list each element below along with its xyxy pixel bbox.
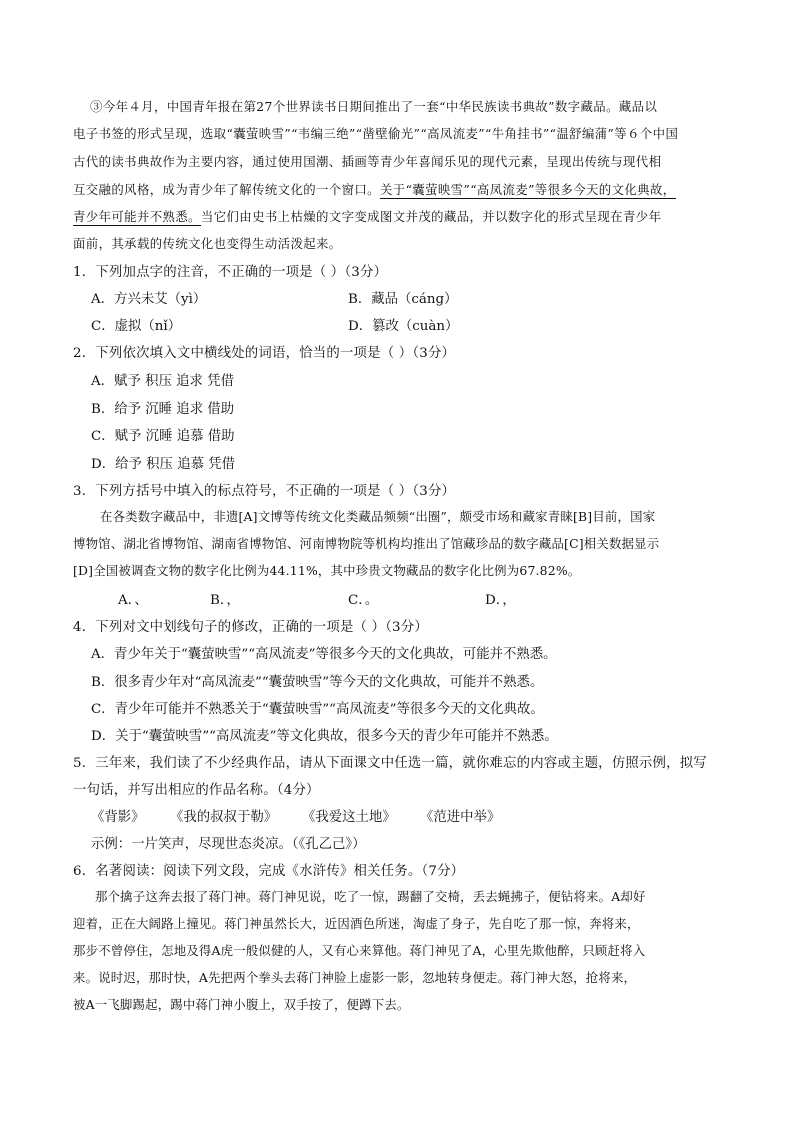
work-title: 《背影》 — [91, 810, 145, 825]
question-6-text-line: 来。说时迟，那时快，A先把两个拳头去蒋门神脸上虚影一影，忽地转身便走。蒋门神大怒，抢将来， — [73, 970, 637, 985]
passage-text: 互交融的风格，成为青少年了解传统文化的一个窗口。 — [73, 182, 380, 197]
passage-line: 古代的读书典故作为主要内容，通过使用国潮、插画等青少年喜闻乐见的现代元素，呈现出传统与现代相 — [73, 154, 662, 169]
work-title: 《范进中举》 — [420, 810, 501, 825]
option-c: C．虚拟（nǐ） — [91, 319, 182, 334]
passage-line — [73, 207, 661, 225]
question-3-text-line: 博物馆、湖北省博物馆、湖南省博物馆、河南博物院等机构均推出了馆藏珍品的数字藏品[C]相关数据显示 — [73, 536, 660, 551]
option-a: A．、 — [118, 593, 148, 608]
option-a: A．青少年关于“囊萤映雪”“高凤流麦”等很多今天的文化典故，可能并不熟悉。 — [91, 647, 557, 662]
option-b: B．给予 沉睡 追求 借助 — [91, 402, 235, 417]
passage-line: 面前，其承载的传统文化也变得生动活泼起来。 — [73, 236, 342, 251]
passage-line: 电子书签的形式呈现，选取“囊萤映雪”“韦编三绝”“凿壁偷光”“高凤流麦”“牛角挂书”“温舒编蒲”等６个中国 — [73, 126, 679, 141]
question-5-stem: 一句话，并写出相应的作品名称。（4分） — [73, 783, 320, 798]
question-2-stem: 2．下列依次填入文中横线处的词语，恰当的一项是（ ）（3分） — [73, 346, 456, 361]
question-4-stem: 4．下列对文中划线句子的修改，正确的一项是（ ）（3分） — [73, 620, 428, 635]
question-5-stem: 5．三年来，我们读了不少经典作品，请从下面课文中任选一篇，就你难忘的内容或主题，仿照示例，拟写 — [73, 756, 707, 771]
option-c: C．。 — [348, 593, 379, 608]
question-6-text-line: 被A一飞脚踢起，踢中蒋门神小腹上，双手按了，便蹲下去。 — [73, 997, 410, 1012]
question-3-text-line: [D]全国被调查文物的数字化比例为44.11%，其中珍贵文物藏品的数字化比例为67.82%。 — [73, 563, 581, 578]
option-d: D．， — [485, 593, 516, 608]
question-6-text-line: 那步不曾停住，怎地及得A虎一般似健的人，又有心来算他。蒋门神见了A，心里先欺他醉，只顾赶将入 — [73, 943, 646, 958]
passage-text: 当它们由史书上枯燥的文字变成图文并茂的藏品，并以数字化的形式呈现在青少年 — [200, 209, 662, 224]
option-c: C．赋予 沉睡 追慕 借助 — [91, 429, 235, 444]
option-b: B．很多青少年对“高凤流麦”“囊萤映雪”等今天的文化典故，可能并不熟悉。 — [91, 675, 544, 690]
example-answer: 示例：一片笑声，尽现世态炎凉。（《孔乙己》） — [91, 837, 366, 852]
option-b: B．藏品（cáng） — [348, 292, 458, 307]
option-d: D．给予 积压 追慕 凭借 — [91, 457, 236, 472]
question-3-text-line: 在各类数字藏品中，非遗[A]文博等传统文化类藏品频频“出圈”，颇受市场和藏家青睐[B]目前，国家 — [100, 509, 656, 524]
option-d: D．关于“囊萤映雪”“高凤流麦”等文化典故，很多今天的青少年可能并不熟悉。 — [91, 729, 558, 744]
option-c: C．青少年可能并不熟悉关于“囊萤映雪”“高凤流麦”等很多今天的文化典故。 — [91, 702, 544, 717]
option-a: A．方兴未艾（yì） — [91, 292, 207, 307]
question-1-stem: 1．下列加点字的注音，不正确的一项是（ ）（3分） — [73, 265, 388, 280]
underlined-sentence: 青少年可能并不熟悉。 — [73, 209, 201, 224]
passage-line: ③今年４月，中国青年报在第27个世界读书日期间推出了一套“中华民族读书典故”数字藏品。藏品以 — [90, 99, 658, 114]
question-6-text-line: 那个擒子这奔去报了蒋门神。蒋门神见说，吃了一惊，踢翻了交椅，丢去蝇拂子，便钻将来。A却好 — [95, 889, 646, 904]
question-6-text-line: 迎着，正在大阔路上撞见。蒋门神虽然长大，近因酒色所迷，淘虚了身子，先自吃了那一惊，奔将来， — [73, 916, 640, 931]
option-b: B．， — [210, 593, 240, 608]
question-6-stem: 6．名著阅读：阅读下列文段，完成《水浒传》相关任务。（7分） — [73, 864, 465, 879]
option-d: D．篡改（cuàn） — [348, 319, 459, 334]
passage-line — [73, 180, 676, 198]
work-title: 《我爱这土地》 — [302, 810, 396, 825]
option-a: A．赋予 积压 追求 凭借 — [91, 374, 234, 389]
question-3-stem: 3．下列方括号中填入的标点符号，不正确的一项是（ ）（3分） — [73, 484, 456, 499]
underlined-sentence: 关于“囊萤映雪”“高凤流麦”等很多今天的文化典故， — [379, 182, 676, 197]
work-title: 《我的叔叔于勒》 — [170, 810, 278, 825]
